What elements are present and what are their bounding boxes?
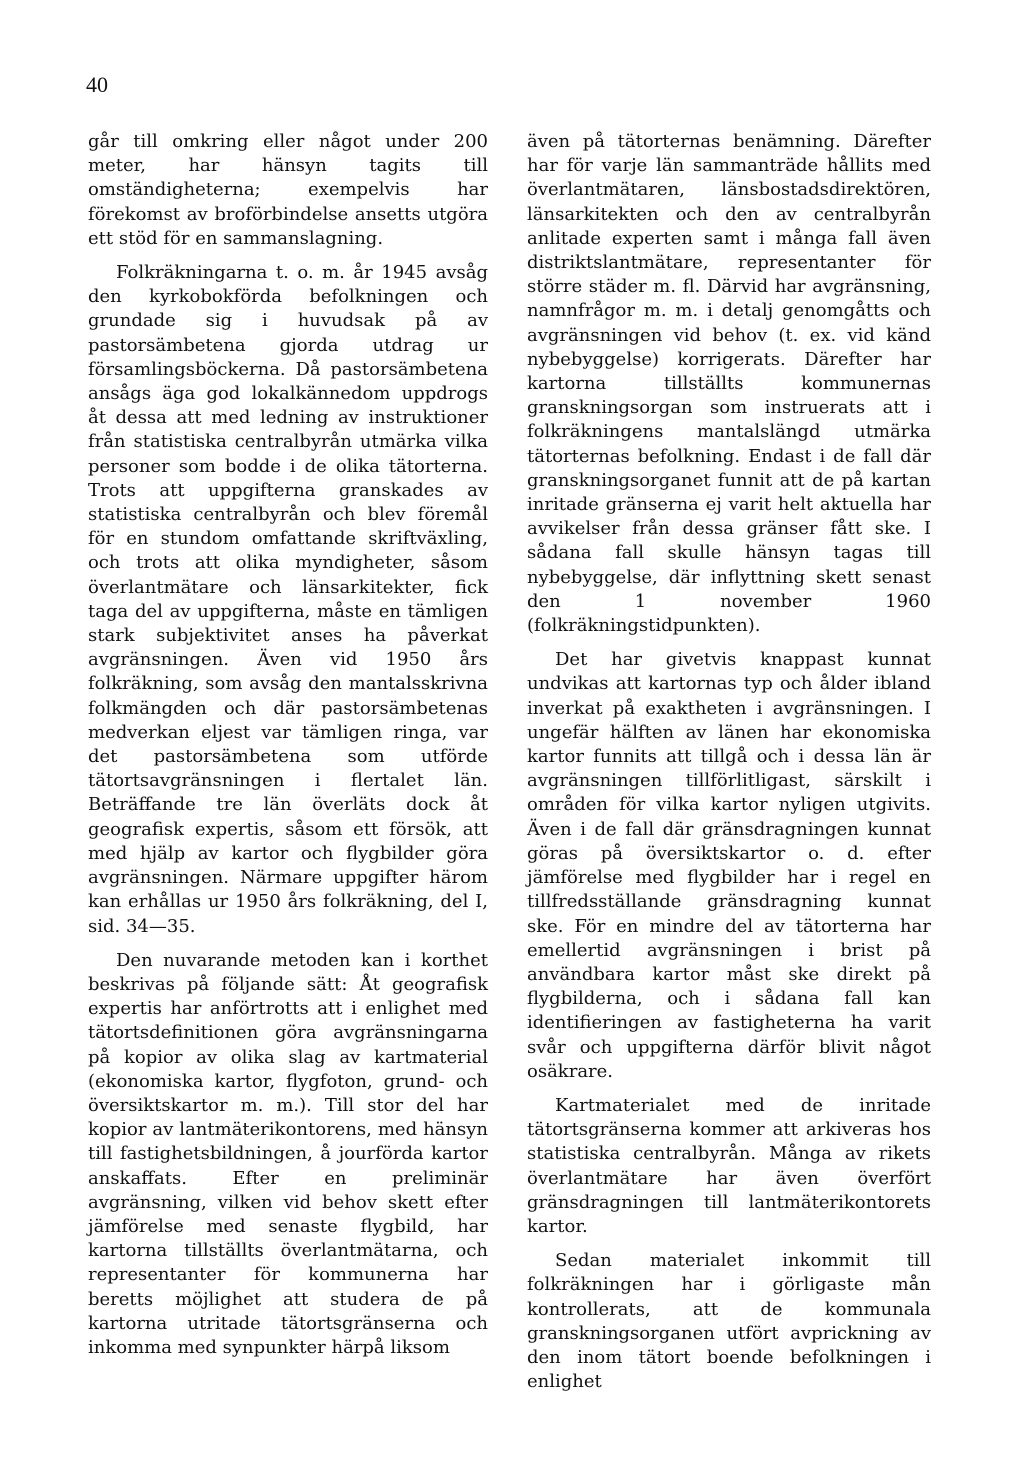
right-paragraph-4: Sedan materialet inkommit till folkräkningen har i görligaste mån kontrollerats, att de kommunala granskningsorganen utfört avprickning av den inom tätort boende befolkningen i enlighet [527,1250,931,1393]
left-paragraph-1: går till omkring eller något under 200 meter, har hänsyn tagits till omständigheterna; exempelvis har förekomst av broförbindelse ansetts utgöra ett stöd för en sammanslagning. [88,131,488,249]
right-paragraph-3: Kartmaterialet med de inritade tätortsgränserna kommer att arkiveras hos statistiska centralbyrån. Många av rikets överlantmätare har även överfört gränsdragningen till lantmäterikontorets kartor. [527,1094,931,1237]
left-paragraph-3: Den nuvarande metoden kan i korthet beskrivas på följande sätt: Åt geografisk expertis har anförtrotts att i enlighet med tätortsdefinitionen göra avgränsningarna på kopior av olika slag av kartmaterial (ekonomiska kartor, flygfoton, grund- och översiktskartor m. m.). Till stor del har kopior av lantmäterikontorens, med hänsyn till fastighetsbildningen, å jourförda kartor anskaffats. Efter en preliminär avgränsning, vilken vid behov skett efter jämförelse med senaste flygbild, har kartorna tillställts överlantmätarna, och representanter för kommunerna har beretts möjlighet att studera de på kartorna utritade tätortsgränserna och inkomma med synpunkter härpå liksom [88,949,488,1358]
left-column [88,130,488,1370]
left-paragraph-2: Folkräkningarna t. o. m. år 1945 avsåg den kyrkobokförda befolkningen och grundade sig i huvudsak på av pastorsämbetena gjorda utdrag ur församlingsböckerna. Då pastorsämbetena ansågs äga god lokalkännedom uppdrogs åt dessa att med ledning av instruktioner från statistiska centralbyrån utmärka vilka personer som bodde i de olika tätorterna. Trots att uppgifterna granskades av statistiska centralbyrån och blev föremål för en stundom omfattande skriftväxling, och trots att olika myndigheter, såsom överlantmätare och länsarkitekter, fick taga del av uppgifterna, måste en tämligen stark subjektivitet anses ha påverkat avgränsningen. Även vid 1950 års folkräkning, som avsåg den mantalsskrivna folkmängden och där pastorsämbetenas medverkan eljest var tämligen ringa, var det pastorsämbetena som utförde tätortsavgränsningen i flertalet län. Beträffande tre län överläts dock åt geografisk expertis, såsom ett försök, att med hjälp av kartor och flygbilder göra avgränsningen. Närmare uppgifter härom kan erhållas ur 1950 års folkräkning, del I, sid. 34—35. [88,262,488,937]
right-paragraph-1: även på tätorternas benämning. Därefter har för varje län sammanträde hållits med överlantmätaren, länsbostadsdirektören, länsarkitekten och den av centralbyrån anlitade experten samt i många fall även distriktslantmätare, representanter för större städer m. fl. Därvid har avgränsning, namnfrågor m. m. i detalj genomgåtts och avgränsningen vid behov (t. ex. vid känd nybebyggelse) korrigerats. Därefter har kartorna tillställts kommunernas granskningsorgan som instruerats att i folkräkningens mantalslängd utmärka tätorternas befolkning. Endast i de fall där granskningsorganet funnit att de på kartan inritade gränserna ej varit helt aktuella har avvikelser från dessa gränser fått ske. I sådana fall skulle hänsyn tagas till nybebyggelse, där inflyttning skett senast den 1 november 1960 (folkräkningstidpunkten). [527,131,931,637]
right-paragraph-2: Det har givetvis knappast kunnat undvikas att kartornas typ och ålder ibland inverkat på exaktheten i avgränsningen. I ungefär hälften av länen har ekonomiska kartor funnits att tillgå och i dessa län är avgränsningen tillförlitligast, särskilt i områden för vilka kartor nyligen utgivits. Även i de fall där gränsdragningen kunnat göras på översiktskartor o. d. efter jämförelse med flygbilder har i regel en tillfredsställande gränsdragning kunnat ske. För en mindre del av tätorterna har emellertid avgränsningen i brist på användbara kartor måst ske direkt på flygbilderna, och i sådana fall kan identifieringen av fastigheterna ha varit svår och uppgifterna därför blivit något osäkrare. [527,649,931,1082]
right-column [527,130,931,1404]
page-number: 40 [86,72,108,97]
